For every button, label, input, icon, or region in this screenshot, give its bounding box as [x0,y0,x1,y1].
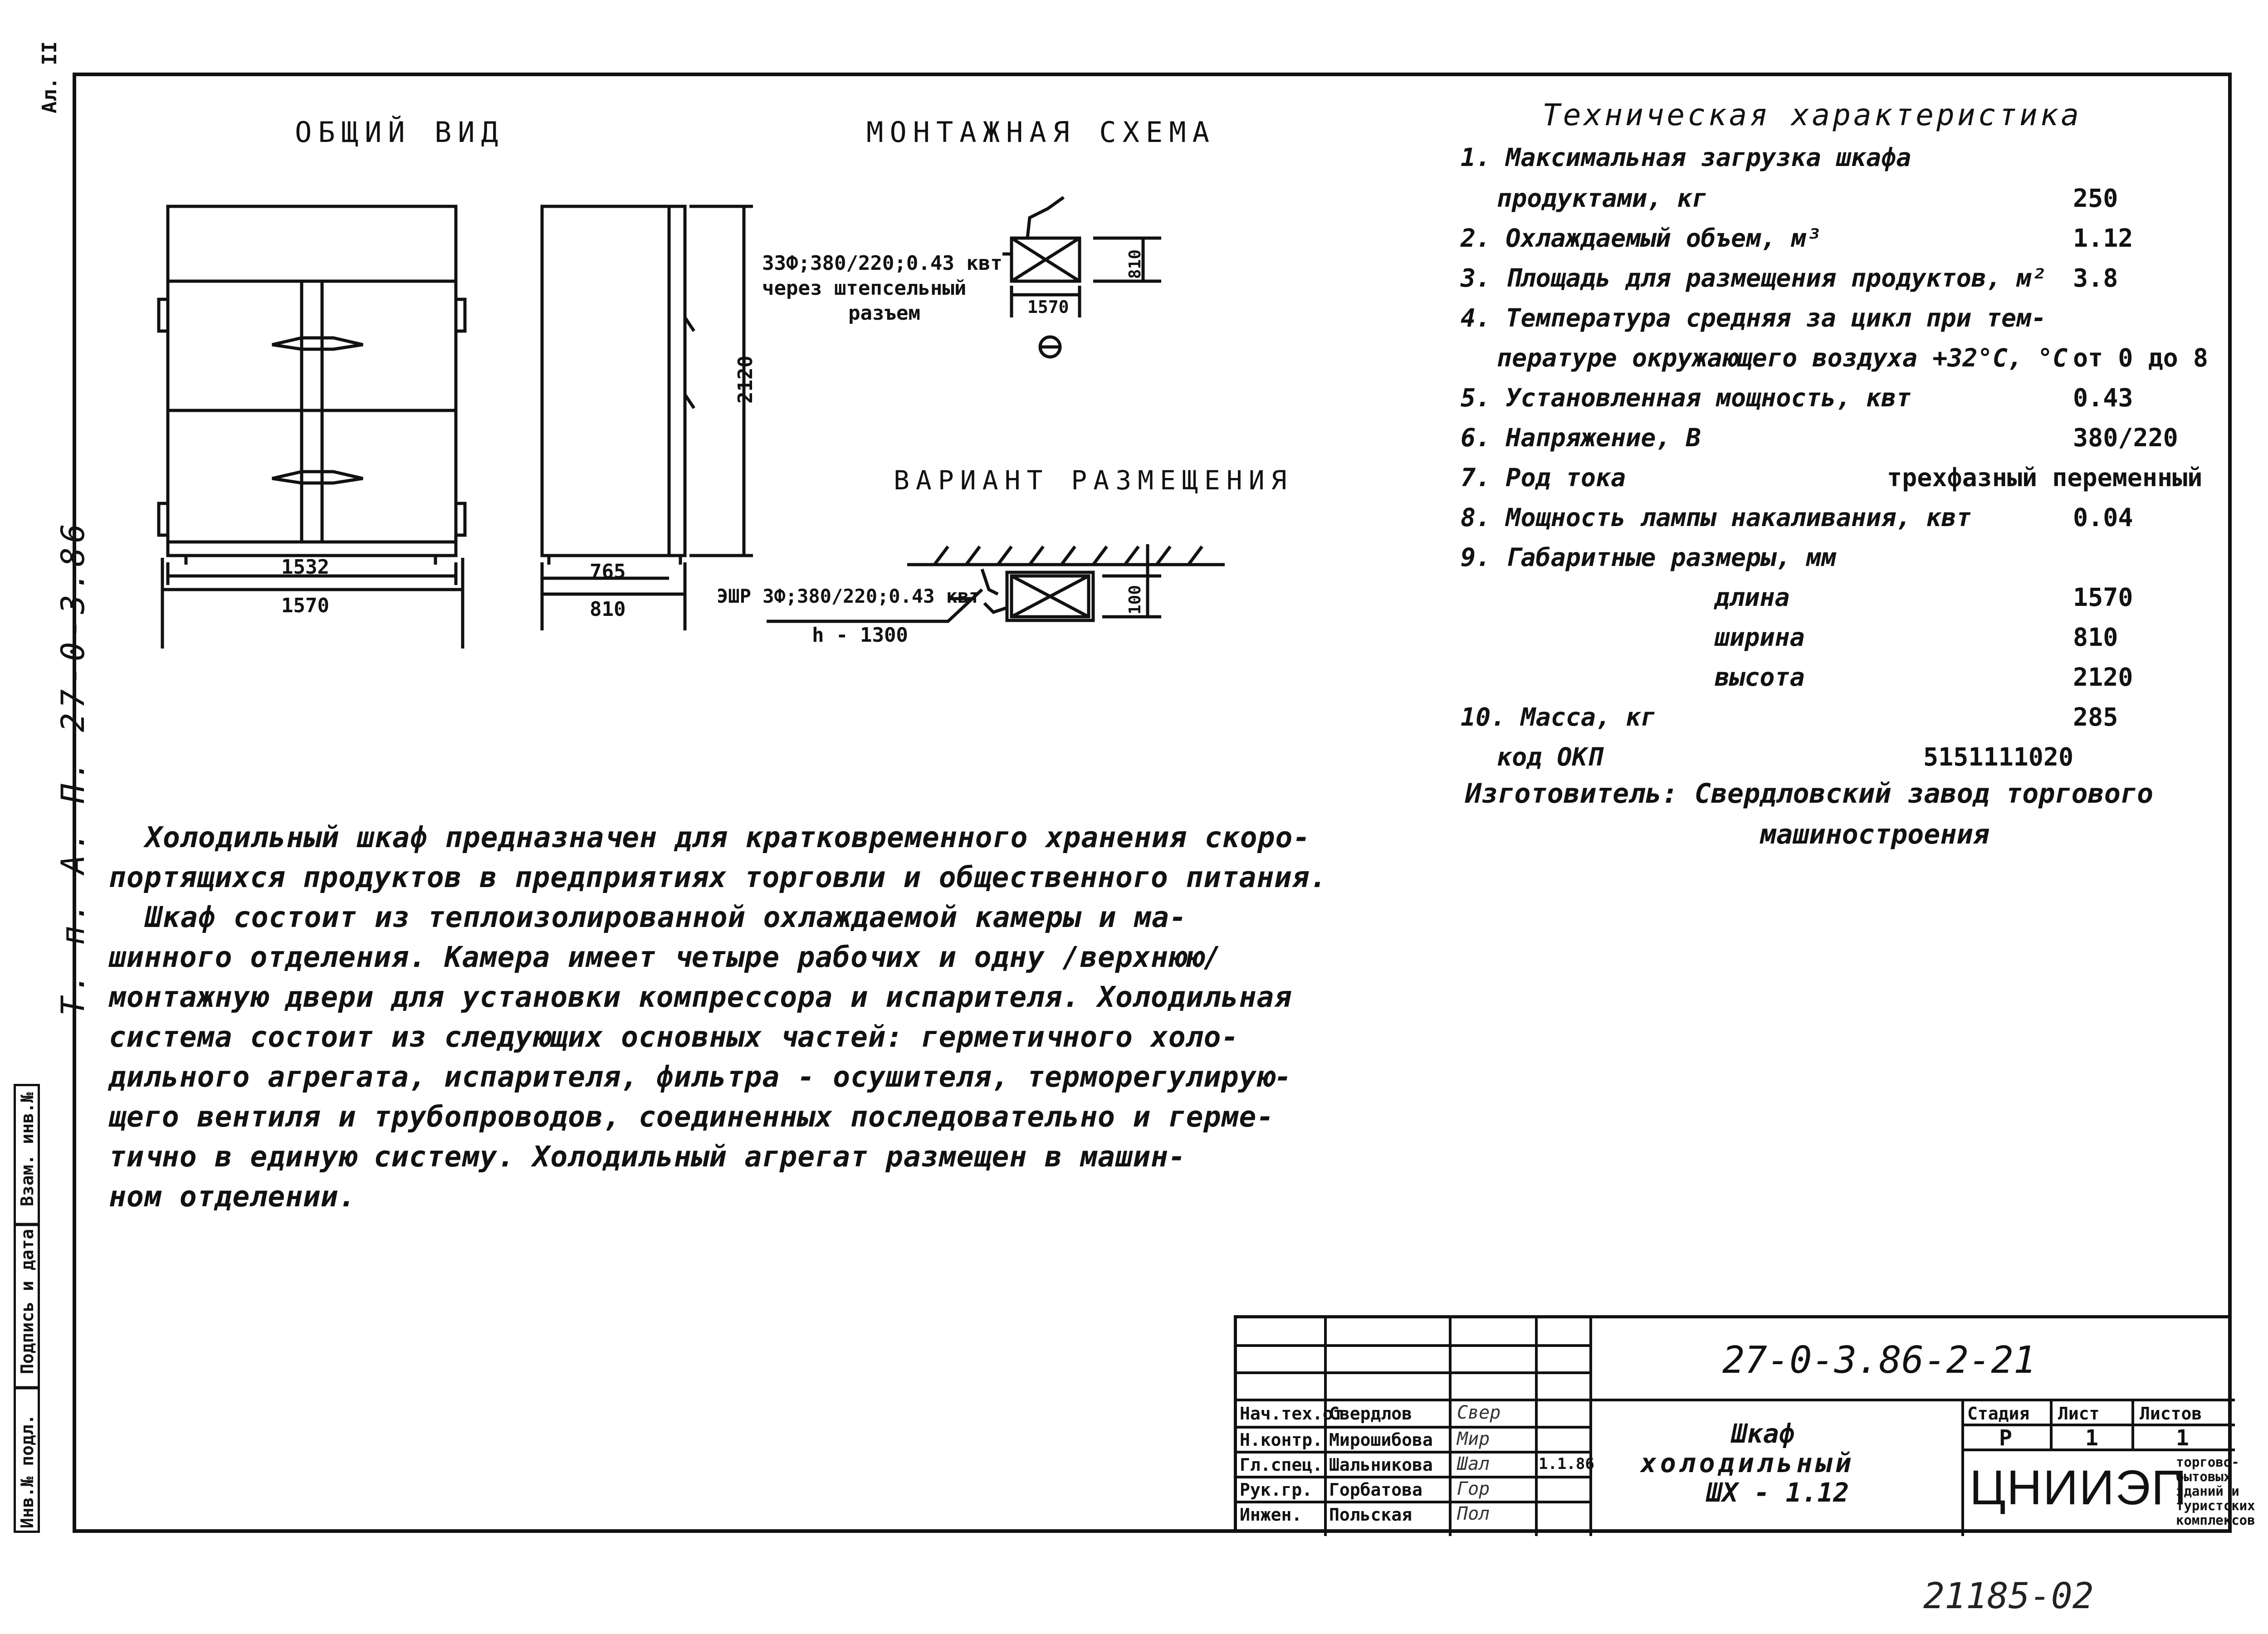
item-name-1: Шкаф [1731,1418,1795,1449]
signature-3: Шал [1457,1454,1490,1474]
desc-line-10: ном отделении. [109,1180,357,1213]
spec-9-label: 9. Габаритные размеры, мм [1461,543,1836,572]
dim-1570: 1570 [281,594,329,617]
placement-dim: 100 [1126,585,1144,615]
placement-title: ВАРИАНТ РАЗМЕЩЕНИЯ [894,465,1293,496]
stage-value: Р [1999,1425,2012,1451]
desc-line-4: шинного отделения. Камера имеет четыре рабочих и одну /верхнюю/ [109,941,1222,974]
spec-4-label: 4. Температура средняя за цикл при тем- [1461,303,2047,332]
role-1: Нач.тех.от [1240,1404,1344,1424]
role-5: Инжен. [1240,1505,1302,1525]
org-note-5: комплексов [2176,1512,2255,1528]
desc-line-8: щего вентиля и трубопроводов, соединенных последовательно и герме- [109,1100,1275,1133]
name-3: Шальникова [1329,1455,1433,1475]
spec-length-label: длина [1715,583,1790,612]
desc-line-3: Шкаф состоит из теплоизолированной охлаждаемой камеры и ма- [145,901,1187,934]
supply-line-3: разъем [848,302,920,325]
stage-label: Стадия [1967,1404,2030,1424]
stamp-signature: Подпись и дата [17,1229,37,1374]
spec-10-label: 10. Масса, кг [1461,702,1656,732]
desc-line-1: Холодильный шкаф предназначен для кратковременного хранения скоро- [145,821,1311,854]
sheets-value: 1 [2176,1425,2189,1451]
maker-line-1: Изготовитель: Свердловский завод торгового [1465,778,2154,810]
okp-label: код ОКП [1497,742,1602,771]
org-note-3: зданий и [2176,1483,2239,1499]
placement-label: ЭШР 3Ф;380/220;0.43 квт [717,585,981,607]
spec-4b-label: пературе окружающего воздуха +32°С, °С [1497,343,2068,372]
spec-width-value: 810 [2073,623,2118,652]
mounting-title: МОНТАЖНАЯ СХЕМА [866,116,1216,149]
spec-3-label: 3. Площадь для размещения продуктов, м² [1461,263,2047,293]
stamp-inv: Инв.№ подл. [17,1414,37,1528]
name-5: Польская [1329,1505,1413,1525]
role-3: Гл.спец. [1240,1455,1323,1475]
role-2: Н.контр. [1240,1430,1323,1450]
spec-length-value: 1570 [2073,583,2133,612]
item-name-2: холодильный [1641,1448,1855,1478]
spec-5-label: 5. Установленная мощность, квт [1461,383,1911,412]
desc-line-2: портящихся продуктов в предприятиях торговли и общественного питания. [109,861,1328,894]
spec-10-value: 285 [2073,702,2118,732]
sheet-label: Лист [2058,1404,2100,1424]
dim-810: 810 [590,598,626,621]
schema-dim-810: 810 [1126,249,1144,279]
name-4: Горбатова [1329,1480,1422,1500]
name-2: Мирошибова [1329,1430,1433,1450]
general-view-title: ОБЩИЙ ВИД [295,116,504,149]
spec-1-label: 1. Максимальная загрузка шкафа [1461,143,1911,172]
signature-4: Гор [1457,1478,1490,1499]
side-label: Т. п. А. П. 27-0-3.86 [54,519,92,1016]
spec-8-label: 8. Мощность лампы накаливания, квт [1461,503,1971,532]
maker-line-2: машиностроения [1760,819,1989,850]
cabinet-side [542,206,685,556]
okp-value: 5151111020 [1923,742,2074,771]
archive-number: 21185-02 [1923,1576,2094,1617]
spec-width-label: ширина [1715,623,1805,652]
spec-2-value: 1.12 [2073,224,2133,253]
spec-1b-label: продуктами, кг [1497,184,1707,213]
spec-6-value: 380/220 [2073,423,2178,452]
dim-2120: 2120 [734,356,757,404]
sheets-label: Листов [2140,1404,2202,1424]
signature-5: Пол [1457,1503,1490,1524]
sheet-value: 1 [2085,1425,2098,1451]
spec-2-label: 2. Охлаждаемый объем, м³ [1461,224,1821,253]
dim-765: 765 [590,560,626,583]
dim-1532: 1532 [281,556,329,579]
spec-height-label: высота [1715,663,1805,692]
cabinet-front [168,206,456,556]
desc-line-6: система состоит из следующих основных частей: герметичного холо- [109,1020,1239,1054]
supply-line-2: через штепсельный [762,277,967,300]
corner-mark: Ал. II [38,41,61,113]
spec-6-label: 6. Напряжение, В [1461,423,1701,452]
spec-7-value: трехфазный переменный [1887,463,2203,492]
org-note-2: бытовых [2176,1469,2232,1484]
desc-line-5: монтажную двери для установки компрессора и испарителя. Холодильная [109,980,1292,1014]
placement-height: h - 1300 [812,624,908,647]
spec-3-value: 3.8 [2073,263,2118,293]
spec-4-value: от 0 до 8 [2073,343,2209,372]
desc-line-7: дильного агрегата, испарителя, фильтра - осушителя, терморегулирую- [109,1060,1292,1093]
role-4: Рук.гр. [1240,1480,1313,1500]
org-note-4: туристских [2176,1498,2255,1513]
stamp-replace: Взам. инв.№ [17,1092,37,1206]
signature-2: Мир [1457,1429,1490,1449]
spec-1-value: 250 [2073,184,2118,213]
org-note-1: торгово- [2176,1454,2239,1470]
signature-1: Свер [1457,1402,1501,1423]
spec-height-value: 2120 [2073,663,2133,692]
organization: ЦНИИЭП [1970,1460,2188,1515]
drawing-code: 27-0-3.86-2-21 [1722,1339,2036,1382]
sign-date: 1.1.86 [1539,1455,1594,1473]
spec-7-label: 7. Род тока [1461,463,1626,492]
item-name-3: ШХ - 1.12 [1706,1477,1849,1508]
spec-5-value: 0.43 [2073,383,2133,412]
spec-8-value: 0.04 [2073,503,2133,532]
specs-title: Техническая характеристика [1542,98,2082,132]
supply-line-1: 3ЗФ;380/220;0.43 квт [762,252,1002,275]
title-block [1234,1315,2255,1533]
desc-line-9: тично в единую систему. Холодильный агрегат размещен в машин- [109,1140,1186,1173]
name-1: Свердлов [1329,1404,1413,1424]
schema-dim-1570: 1570 [1027,297,1069,317]
